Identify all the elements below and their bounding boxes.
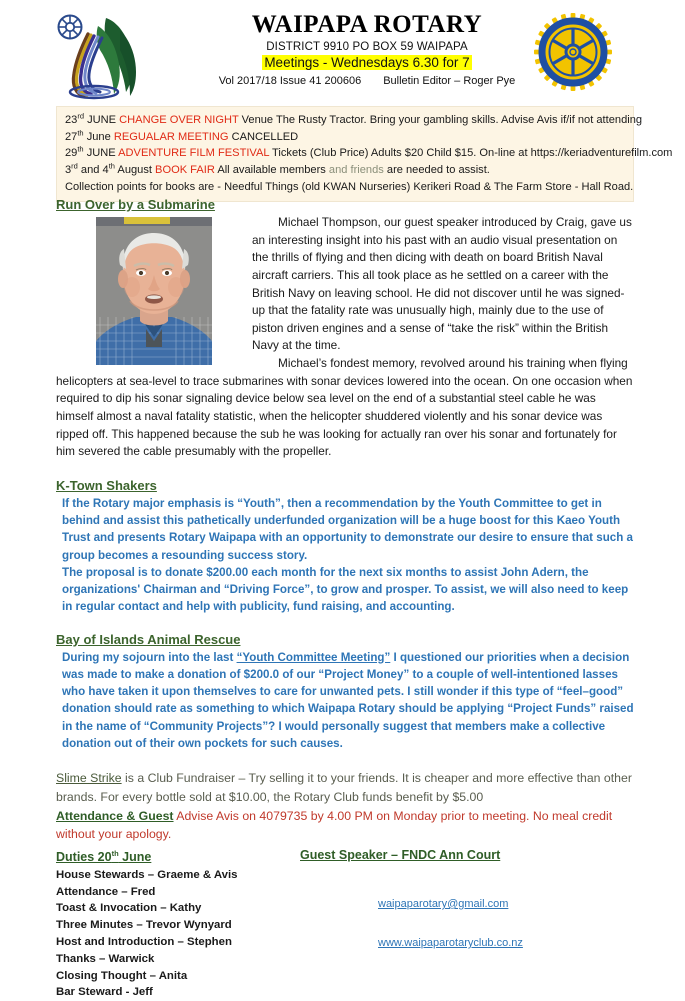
announcement-event-name: CHANGE OVER NIGHT: [119, 114, 239, 126]
announcement-date: 27: [65, 130, 78, 143]
article-section: [56, 196, 634, 461]
animal-rescue-text-after: I questioned our priorities when a decision was made to make a donation of $200.0 of our “Project Money” to a couple of well-intentioned lasses who have taken it upon themselves to care for unwanted pets. I still wonder if this type of “feel–good” donation should rate as something to which Waipapa Rotary should be applying “Project Funds” raised in the name of “Community Projects”? I would personally suggest that members make a collective donation out of their own pockets for such causes.: [62, 650, 634, 750]
duties-heading-text: Duties 20: [56, 849, 112, 864]
animal-rescue-paragraph: [62, 649, 634, 753]
duties-heading-month: June: [118, 849, 152, 864]
announcement-date: 29: [65, 147, 78, 160]
announcement-month: June: [83, 130, 114, 143]
announcement-detail: Tickets (Club Price) Adults $20 Child $15. On-line at https://keriadventurefilm.com: [269, 147, 673, 160]
ktown-section: [56, 477, 634, 616]
date-ordinal: rd: [77, 111, 85, 121]
announcement-month: August: [114, 163, 156, 176]
volume-issue: Vol 2017/18 Issue 41 200606: [218, 75, 362, 88]
youth-committee-meeting-link[interactable]: “Youth Committee Meeting”: [236, 650, 391, 664]
slime-strike-section: [56, 769, 634, 844]
announcement-date: 3: [65, 163, 72, 176]
duties-ordinal: th: [111, 848, 119, 858]
announcement-event-name: REGUALAR MEETING: [113, 130, 229, 143]
website-link[interactable]: www.waipaparotaryclub.co.nz: [378, 936, 523, 949]
animal-rescue-section: [56, 631, 634, 753]
announcement-event-name: BOOK FAIR: [155, 163, 215, 176]
article-paragraph-2: Michael’s fondest memory, revolved around his training when flying helicopters at sea-level to trace submarines with sonar devices lowered into the ocean. On one occasion when required to dip his sonar signaling device below sea level on the end of a substantial steel cable he was himself almost a naval fatality statistic, when the helicopter shuddered violently and his sonar device was ripped off. This happened because the sub he was looking for actually ran over his sonar and fortunately for him severed the cable presumably with the propeller.: [56, 356, 633, 459]
attendance-paragraph: [56, 807, 634, 844]
ktown-paragraph-2: The proposal is to donate $200.00 each month for the next six months to assist John Adern, the organizations' Chairman and “Driving Force”, to grow and prosper. To assist, we will also need to keep in regular contact and help with publicity, fund raising, and accounting.: [62, 565, 629, 614]
date-ordinal: th: [77, 127, 84, 137]
announcement-date-second: and 4: [77, 163, 109, 176]
announcement-month: JUNE: [83, 147, 119, 160]
article-heading: Run Over by a Submarine: [56, 197, 215, 212]
meetings-highlight: Meetings - Wednesdays 6.30 for 7: [264, 55, 470, 71]
email-link[interactable]: waipaparotary@gmail.com: [378, 897, 509, 910]
list-item: Closing Thought – Anita: [56, 969, 188, 982]
list-item: Three Minutes – Trevor Wynyard: [56, 919, 232, 932]
attendance-text: Advise Avis on 4079735 by 4.00 PM on Monday prior to meeting. No meal credit without your apology.: [56, 808, 613, 842]
list-item: House Stewards – Graeme & Avis: [56, 868, 238, 881]
announcement-date: 23: [65, 114, 78, 126]
rotary-international-wheel-logo: [533, 12, 613, 92]
announcement-line: [65, 144, 673, 162]
announcement-detail-soft: and friends: [328, 163, 384, 176]
duties-list: [56, 867, 634, 1001]
ktown-paragraph-1: If the Rotary major emphasis is “Youth”, then a recommendation by the Youth Committee to get in behind and assist this pathetically underfunded organization will be a huge boost for this Kaeo Youth Trust and presents Rotary Waipapa with an opportunity to demonstrate our desire to ensure that such a group becomes a resounding success story.: [62, 496, 633, 562]
slime-strike-text: is a Club Fundraiser – Try selling it to your friends. It is cheaper and more effective than other brands. For every bottle sold at $10.00, the Rotary Club funds benefit by $5.00: [56, 771, 632, 804]
page-title: WAIPAPA ROTARY: [251, 11, 483, 38]
footer-section: [56, 848, 634, 1001]
newsletter-body: [56, 196, 634, 1001]
rotary-wheel-icon: [533, 12, 613, 92]
list-item: Attendance – Fred: [56, 885, 156, 898]
announcement-detail: CANCELLED: [228, 130, 299, 143]
duties-heading: [56, 850, 151, 864]
date-ordinal: th: [108, 161, 115, 171]
waipapa-rotary-waterfall-logo: [48, 12, 144, 100]
ktown-heading: K-Town Shakers: [56, 477, 157, 493]
speaker-portrait: [96, 217, 212, 365]
speaker-portrait-image: [96, 217, 212, 365]
announcement-line: [65, 129, 627, 146]
guest-speaker-heading: Guest Speaker – FNDC Ann Court: [300, 847, 501, 862]
list-item: Host and Introduction – Stephen: [56, 936, 232, 949]
district-line: DISTRICT 9910 PO BOX 59 WAIPAPA: [266, 41, 468, 54]
waterfall-logo-icon: [48, 12, 144, 100]
bulletin-editor: Bulletin Editor – Roger Pye: [383, 75, 516, 88]
announcement-detail: All available members: [214, 163, 329, 176]
attendance-heading: Attendance & Guest: [56, 808, 174, 823]
slime-strike-label: Slime Strike: [56, 771, 122, 786]
announcement-event-name: ADVENTURE FILM FESTIVAL: [118, 147, 270, 160]
announcement-detail-tail: are needed to assist.: [383, 163, 490, 176]
animal-rescue-heading: Bay of Islands Animal Rescue: [56, 631, 241, 647]
contact-links: [378, 898, 523, 949]
announcement-month: JUNE: [84, 114, 120, 126]
announcement-line: [65, 111, 643, 129]
date-ordinal: rd: [71, 161, 78, 171]
slime-strike-paragraph: [56, 769, 634, 806]
volume-line: [202, 75, 532, 87]
list-item: Thanks – Warwick: [56, 952, 155, 965]
masthead: [202, 12, 532, 87]
article-paragraph-1: Michael Thompson, our guest speaker introduced by Craig, gave us an interesting insight into his past with an audio visual presentation on the thrills of flying and then dicing with death on board British Naval aircraft carriers. This all took place as he settled on a career with the British Navy on leaving school. He did not discover until he was signed-up that the fatality rate was unusually high, mainly due to the use of piston driven engines and a sense of “take the risk” within the British Navy at the time.: [252, 215, 632, 353]
animal-rescue-text-before: During my sojourn into the last: [62, 650, 237, 664]
date-ordinal: th: [77, 144, 84, 154]
announcements-box: [56, 106, 673, 202]
list-item: Toast & Invocation – Kathy: [56, 902, 202, 915]
announcement-line: [65, 162, 627, 179]
announcement-detail: Venue The Rusty Tractor. Bring your gambling skills. Advise Avis if/if not attending: [238, 114, 643, 126]
book-collection-line: Collection points for books are - Needful Things (old KWAN Nurseries) Kerikeri Road & The Farm Store - Hall Road.: [65, 180, 634, 193]
newsletter-header: [0, 0, 685, 112]
link-spacer: [378, 910, 523, 937]
list-item: Bar Steward - Jeff: [56, 986, 153, 999]
